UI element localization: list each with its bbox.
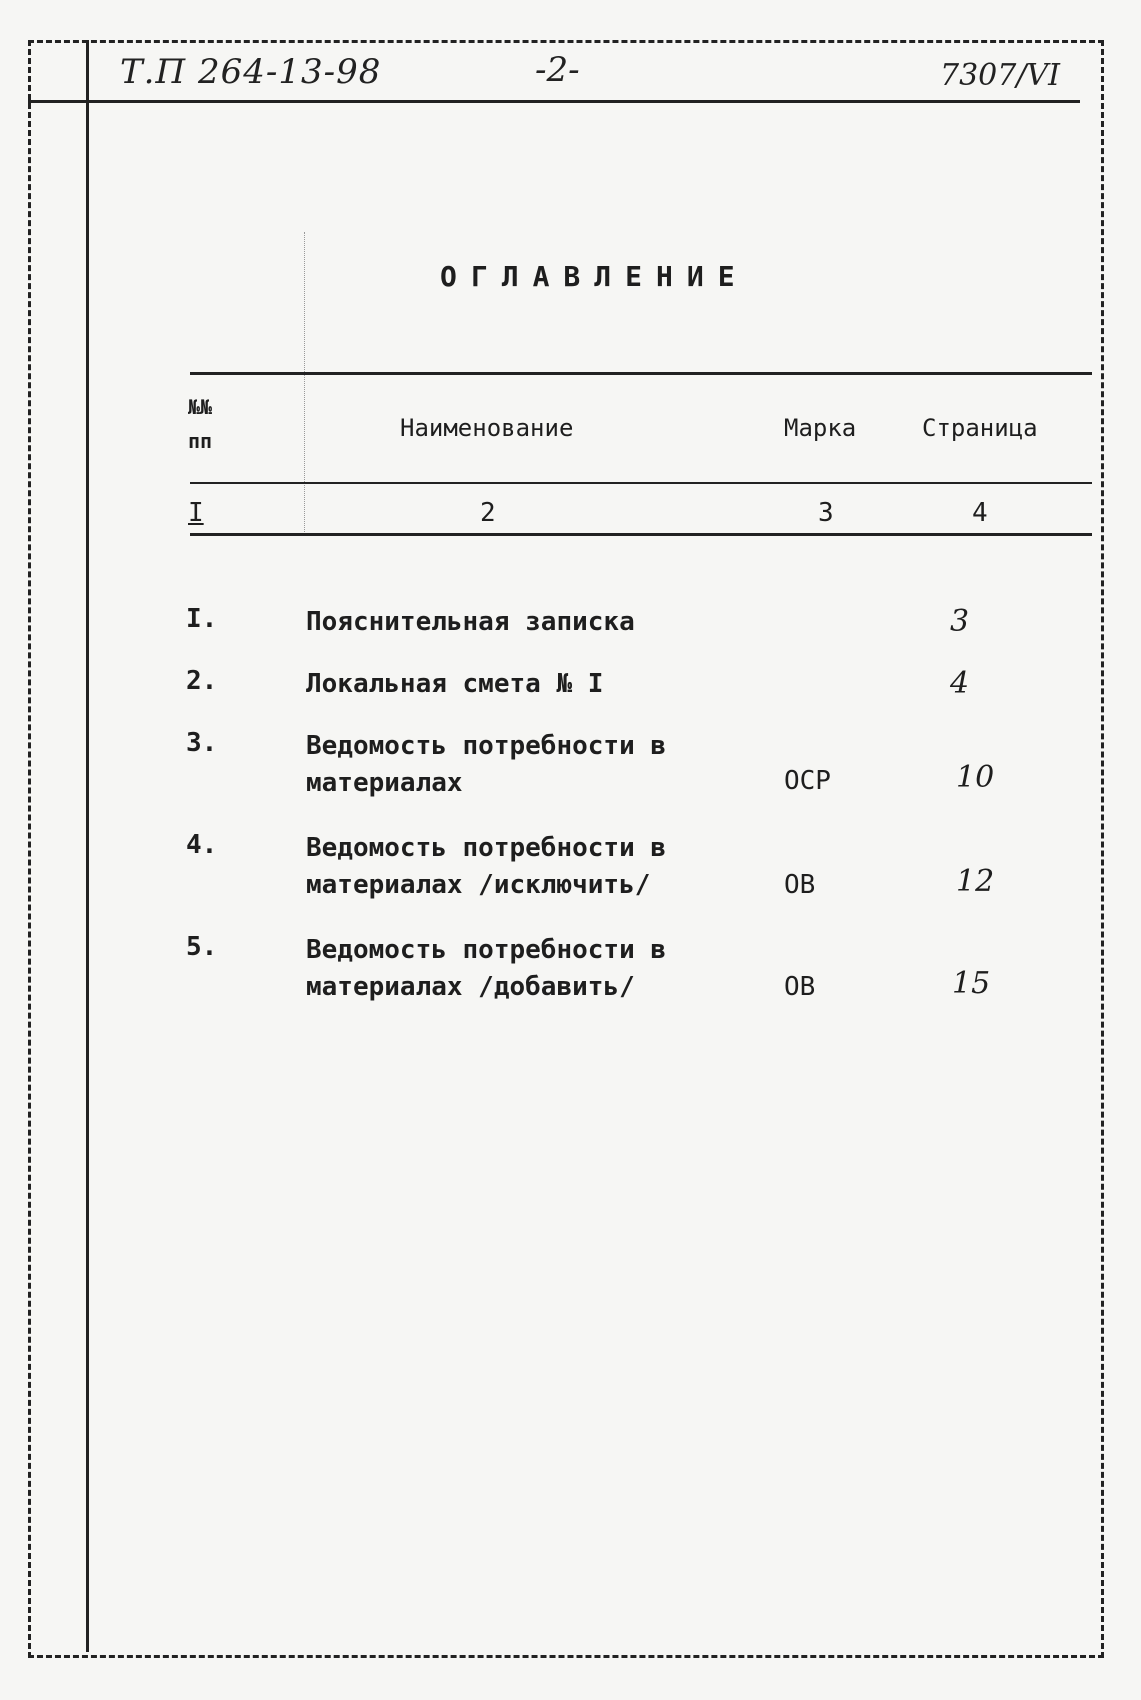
row-mark: ОВ bbox=[784, 870, 816, 900]
row-number: 5. bbox=[186, 932, 218, 962]
row-number: 3. bbox=[186, 728, 218, 758]
table-column-numbers-rule bbox=[190, 533, 1092, 536]
row-page: 12 bbox=[956, 864, 995, 899]
row-page: 10 bbox=[956, 760, 995, 795]
row-mark: ОСР bbox=[784, 766, 831, 796]
row-number: I. bbox=[186, 604, 218, 634]
header-page: Страница bbox=[922, 414, 1038, 442]
row-number: 2. bbox=[186, 666, 218, 696]
table-top-rule bbox=[190, 372, 1092, 375]
row-number: 4. bbox=[186, 830, 218, 860]
page-title: ОГЛАВЛЕНИЕ bbox=[440, 260, 749, 293]
page-number: -2- bbox=[535, 50, 580, 90]
table-header-rule bbox=[190, 482, 1092, 484]
header-name: Наименование bbox=[400, 414, 574, 442]
row-page: 4 bbox=[950, 666, 970, 701]
column-number-2: 2 bbox=[480, 498, 496, 528]
row-name: Пояснительная записка bbox=[306, 607, 635, 637]
column-number-1: I bbox=[188, 498, 204, 528]
header-mark: Марка bbox=[784, 414, 857, 442]
header-num: №№ пп bbox=[188, 395, 213, 453]
document-code: Т.П 264-13-98 bbox=[120, 52, 382, 92]
row-name: Локальная смета № I bbox=[306, 669, 604, 699]
header-rule bbox=[28, 100, 1080, 103]
row-page: 15 bbox=[952, 966, 991, 1001]
row-name: Ведомость потребности в материалах bbox=[306, 731, 667, 798]
row-name: Ведомость потребности в материалах /добавить/ bbox=[306, 935, 667, 1002]
column-number-4: 4 bbox=[972, 498, 988, 528]
column-number-3: 3 bbox=[818, 498, 834, 528]
row-name: Ведомость потребности в материалах /исключить/ bbox=[306, 833, 667, 900]
archive-number: 7307/VI bbox=[940, 58, 1060, 93]
binding-margin-line bbox=[86, 40, 89, 1652]
column-separator bbox=[304, 232, 305, 532]
row-mark: ОВ bbox=[784, 972, 816, 1002]
row-page: 3 bbox=[950, 604, 970, 639]
